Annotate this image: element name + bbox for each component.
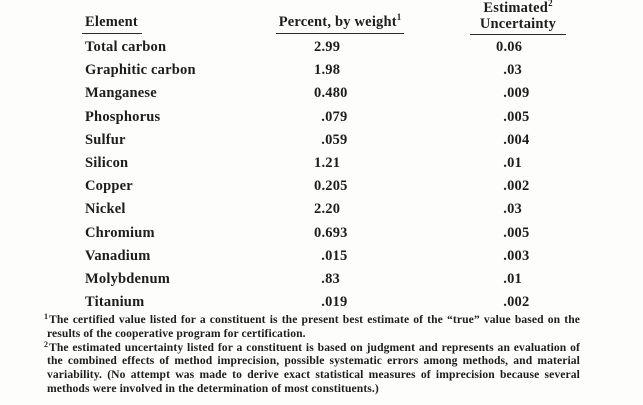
table-row <box>0 129 643 152</box>
uncertainty-value: 0 . 06 <box>496 39 523 55</box>
table-row <box>0 106 643 129</box>
percent-value: . 015 <box>321 247 348 264</box>
footnote-ref-1: 1 <box>396 12 402 22</box>
element-name: Manganese <box>85 85 157 102</box>
footnote-1-line: $^1$The certified value listed for a constituent is the present best estimate of the “true” value based on the <box>44 312 580 326</box>
percent-value: 2 . 99 <box>314 39 341 55</box>
element-name: Copper <box>85 178 133 195</box>
uncertainty-value: . 002 <box>503 294 530 311</box>
footnote-2-line: the combined effects of method imprecision, possible systematic errors among methods, and material <box>47 354 580 368</box>
column-header-percent <box>260 14 420 34</box>
table-body <box>0 36 643 314</box>
column-header-uncertainty <box>438 1 598 35</box>
element-name: Molybdenum <box>85 270 170 287</box>
column-header-uncertainty-line2: Uncertainty <box>470 17 566 36</box>
percent-value: . 059 <box>321 131 348 148</box>
element-name: Phosphorus <box>85 108 161 125</box>
footnote-2-marker: 2 <box>44 339 48 349</box>
table-row <box>0 59 643 82</box>
table-row <box>0 198 643 221</box>
uncertainty-value: . 003 <box>503 247 530 264</box>
percent-value: 2 . 20 <box>314 201 341 218</box>
percent-value: . 079 <box>321 108 348 125</box>
table-row <box>0 82 643 105</box>
element-name: Total carbon <box>85 39 167 55</box>
uncertainty-value: . 005 <box>503 108 530 125</box>
footnote-1-marker: 1 <box>44 312 48 321</box>
element-name: Chromium <box>85 224 155 241</box>
uncertainty-value: . 01 <box>503 270 522 287</box>
percent-value: 0 . 693 <box>314 224 348 241</box>
percent-value: 0 . 205 <box>314 178 348 195</box>
uncertainty-value: . 005 <box>503 224 530 241</box>
uncertainty-value: . 01 <box>503 154 522 171</box>
uncertainty-value: . 004 <box>503 131 530 148</box>
table-row <box>0 245 643 268</box>
element-name: Vanadium <box>85 247 151 264</box>
footnotes <box>44 313 580 396</box>
table-row <box>0 268 643 291</box>
element-name: Nickel <box>85 201 126 218</box>
column-header-percent-label: Percent, by weight$^1$ <box>276 14 405 34</box>
percent-value: 1 . 21 <box>314 154 341 171</box>
element-name: Silicon <box>85 154 129 171</box>
element-name: Titanium <box>85 294 145 311</box>
uncertainty-value: . 03 <box>503 201 522 218</box>
percent-value: 1 . 98 <box>314 62 341 79</box>
footnote-2-line: variability. (No attempt was made to derive exact statistical measures of imprecision because several <box>47 368 580 382</box>
table-row <box>0 175 643 198</box>
table-row <box>0 222 643 245</box>
percent-value: . 83 <box>321 270 340 287</box>
percent-value: . 019 <box>321 294 348 311</box>
element-name: Sulfur <box>85 131 126 148</box>
table-row <box>0 36 643 59</box>
footnote-2-line: methods were involved in the determination of most constituents.) <box>47 381 379 395</box>
footnote-2-line: $^2$The estimated uncertainty listed for a constituent is based on judgment and represents an evaluation of <box>44 339 580 354</box>
column-header-element: Element <box>82 14 142 34</box>
uncertainty-value: . 03 <box>503 62 522 79</box>
percent-value: 0 . 480 <box>314 85 348 102</box>
element-name: Graphitic carbon <box>85 62 196 79</box>
footnote-ref-2: 2 <box>548 0 553 8</box>
uncertainty-value: . 009 <box>503 85 530 102</box>
table-row <box>0 291 643 314</box>
column-header-uncertainty-line1: Estimated$^2$ <box>483 0 553 16</box>
table-row <box>0 152 643 175</box>
uncertainty-value: . 002 <box>503 178 530 195</box>
footnote-1-line: results of the cooperative program for certification. <box>47 326 306 340</box>
